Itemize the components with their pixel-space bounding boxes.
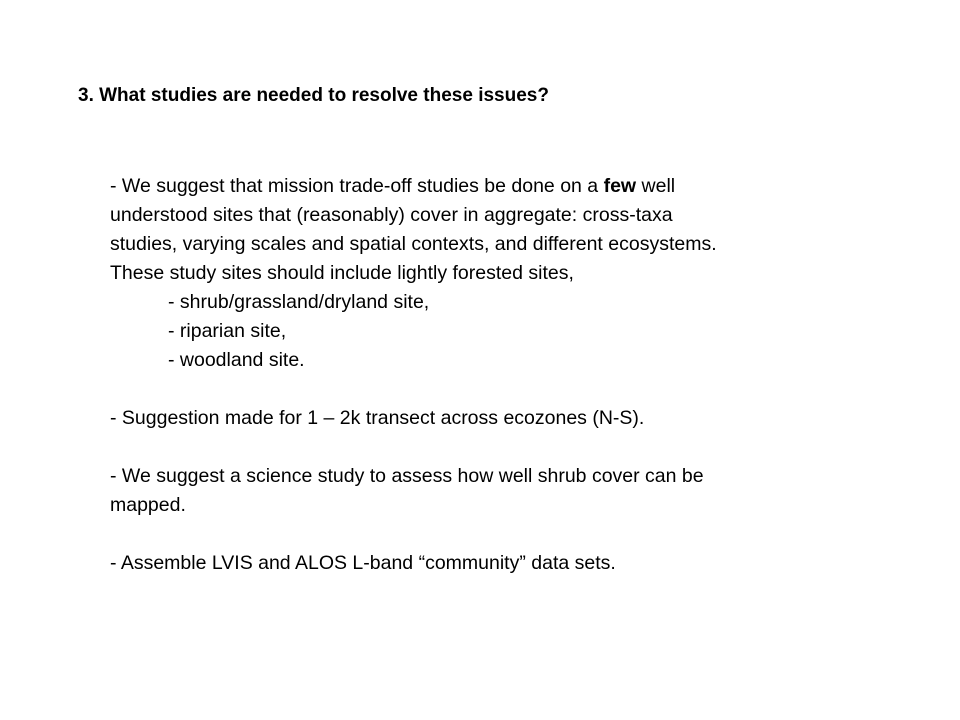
paragraph-site-studies-line-4: These study sites should include lightly forested sites,: [110, 262, 574, 284]
slide-body: [110, 172, 910, 578]
sub-item-shrub-site: - shrub/grassland/dryland site,: [168, 291, 430, 313]
paragraph-site-studies-line-3: studies, varying scales and spatial contexts, and different ecosystems.: [110, 233, 717, 255]
sub-item-riparian-site: - riparian site,: [168, 320, 287, 342]
paragraph-shrub-study-line-2: mapped.: [110, 494, 186, 516]
paragraph-data-sets: - Assemble LVIS and ALOS L-band “community” data sets.: [110, 552, 616, 574]
paragraph-transect: - Suggestion made for 1 – 2k transect across ecozones (N-S).: [110, 407, 645, 429]
sub-item-woodland-site: - woodland site.: [168, 349, 305, 371]
paragraph-site-studies: [110, 172, 910, 375]
line-1-text-after: well: [636, 175, 676, 197]
paragraph-shrub-study-line-1: - We suggest a science study to assess how well shrub cover can be: [110, 465, 704, 487]
emphasis-few: few: [603, 175, 637, 197]
line-1-text-before: - We suggest that mission trade-off studies be done on a: [110, 175, 604, 197]
paragraph-shrub-study: [110, 462, 910, 520]
paragraph-site-studies-line-1: [110, 172, 910, 201]
paragraph-site-studies-line-2: understood sites that (reasonably) cover in aggregate: cross-taxa: [110, 204, 673, 226]
slide-heading: 3. What studies are needed to resolve these issues?: [78, 85, 549, 106]
